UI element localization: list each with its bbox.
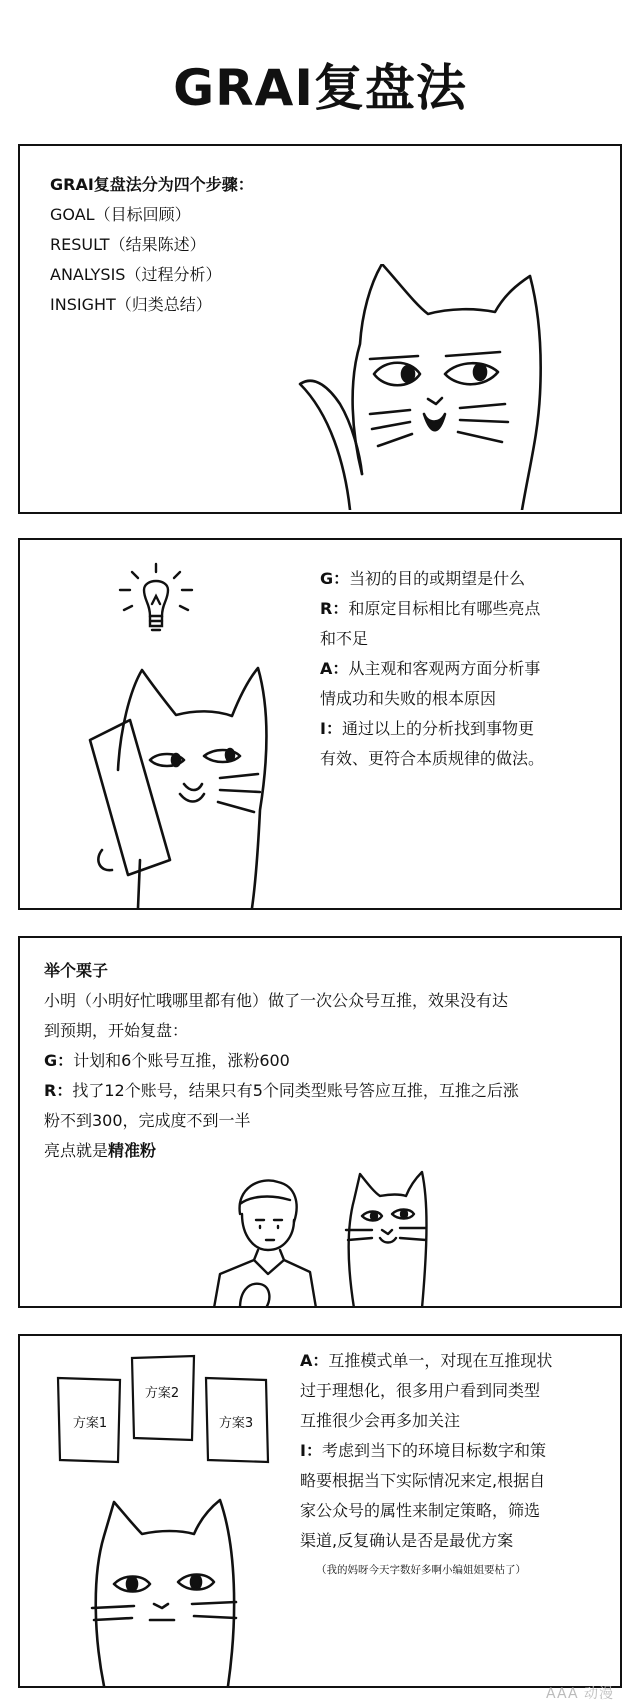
example-text bbox=[44, 956, 519, 1166]
watermark: AAA 动漫 bbox=[546, 1686, 614, 1702]
steps-heading: GRAI复盘法分为四个步骤： bbox=[50, 175, 254, 194]
example-r-text-1: 找了12个账号，结果只有5个同类型账号答应互推，互推之后涨 bbox=[72, 1081, 519, 1100]
side-note: （我的妈呀今天字数好多啊小编姐姐要枯了） bbox=[316, 1564, 526, 1576]
highlight-bold: 精准粉 bbox=[108, 1141, 157, 1160]
a-key-2: A： bbox=[300, 1351, 329, 1370]
cat-frowning-illustration bbox=[90, 1496, 240, 1686]
plan-label-2: 方案2 bbox=[144, 1386, 180, 1401]
cat-waving-illustration bbox=[290, 264, 580, 510]
example-heading: 举个栗子 bbox=[44, 961, 109, 980]
grai-explanation-text bbox=[320, 564, 544, 774]
r-text-1: 和原定目标相比有哪些亮点 bbox=[348, 599, 541, 618]
a2-text-3: 互推很少会再多加关注 bbox=[300, 1411, 461, 1430]
i-text-2: 有效、更符合本质规律的做法。 bbox=[320, 749, 545, 768]
i2-text-1: 考虑到当下的环境目标数字和策 bbox=[321, 1441, 546, 1460]
analysis-insight-text bbox=[300, 1346, 552, 1556]
plan-label-3: 方案3 bbox=[218, 1416, 254, 1431]
r-key: R： bbox=[320, 599, 349, 618]
page-title: GRAI复盘法 bbox=[173, 59, 467, 117]
step-result: RESULT（结果陈述） bbox=[50, 235, 206, 254]
panel-example bbox=[18, 936, 622, 1308]
lightbulb-icon bbox=[114, 560, 198, 650]
example-line-1: 小明（小明好忙哦哪里都有他）做了一次公众号互推，效果没有达 bbox=[44, 991, 509, 1010]
cat-reading-paper-illustration bbox=[80, 660, 280, 908]
panel-analysis-insight bbox=[18, 1334, 622, 1688]
steps-text bbox=[50, 170, 254, 320]
i-key-2: I： bbox=[300, 1441, 322, 1460]
example-r-text-2: 粉不到300，完成度不到一半 bbox=[44, 1111, 251, 1130]
i-text-1: 通过以上的分析找到事物更 bbox=[341, 719, 534, 738]
i-key: I： bbox=[320, 719, 342, 738]
a2-text-1: 互推模式单一，对现在互推现状 bbox=[328, 1351, 553, 1370]
a-key: A： bbox=[320, 659, 349, 678]
panel-grai-explanation bbox=[18, 538, 622, 910]
example-r-key: R： bbox=[44, 1081, 73, 1100]
boy-illustration bbox=[210, 1174, 320, 1308]
step-analysis: ANALYSIS（过程分析） bbox=[50, 265, 222, 284]
panel-grai-steps bbox=[18, 144, 622, 514]
example-g-text: 计划和6个账号互推，涨粉600 bbox=[73, 1051, 290, 1070]
g-text: 当初的目的或期望是什么 bbox=[349, 569, 526, 588]
plan-label-1: 方案1 bbox=[72, 1416, 108, 1431]
i2-text-2: 略要根据当下实际情况来定,根据自 bbox=[300, 1471, 546, 1490]
highlight-prefix: 亮点就是 bbox=[44, 1141, 109, 1160]
step-goal: GOAL（目标回顾） bbox=[50, 205, 191, 224]
r-text-2: 和不足 bbox=[320, 629, 369, 648]
example-line-2: 到预期，开始复盘： bbox=[44, 1021, 189, 1040]
i2-text-3: 家公众号的属性来制定策略，筛选 bbox=[300, 1501, 541, 1520]
example-g-key: G： bbox=[44, 1051, 74, 1070]
step-insight: INSIGHT（归类总结） bbox=[50, 295, 212, 314]
a-text-1: 从主观和客观两方面分析事 bbox=[348, 659, 541, 678]
cat-standing-illustration bbox=[340, 1170, 430, 1308]
i2-text-4: 渠道,反复确认是否是最优方案 bbox=[300, 1531, 514, 1550]
a-text-2: 情成功和失败的根本原因 bbox=[320, 689, 497, 708]
g-key: G： bbox=[320, 569, 350, 588]
a2-text-2: 过于理想化，很多用户看到同类型 bbox=[300, 1381, 541, 1400]
